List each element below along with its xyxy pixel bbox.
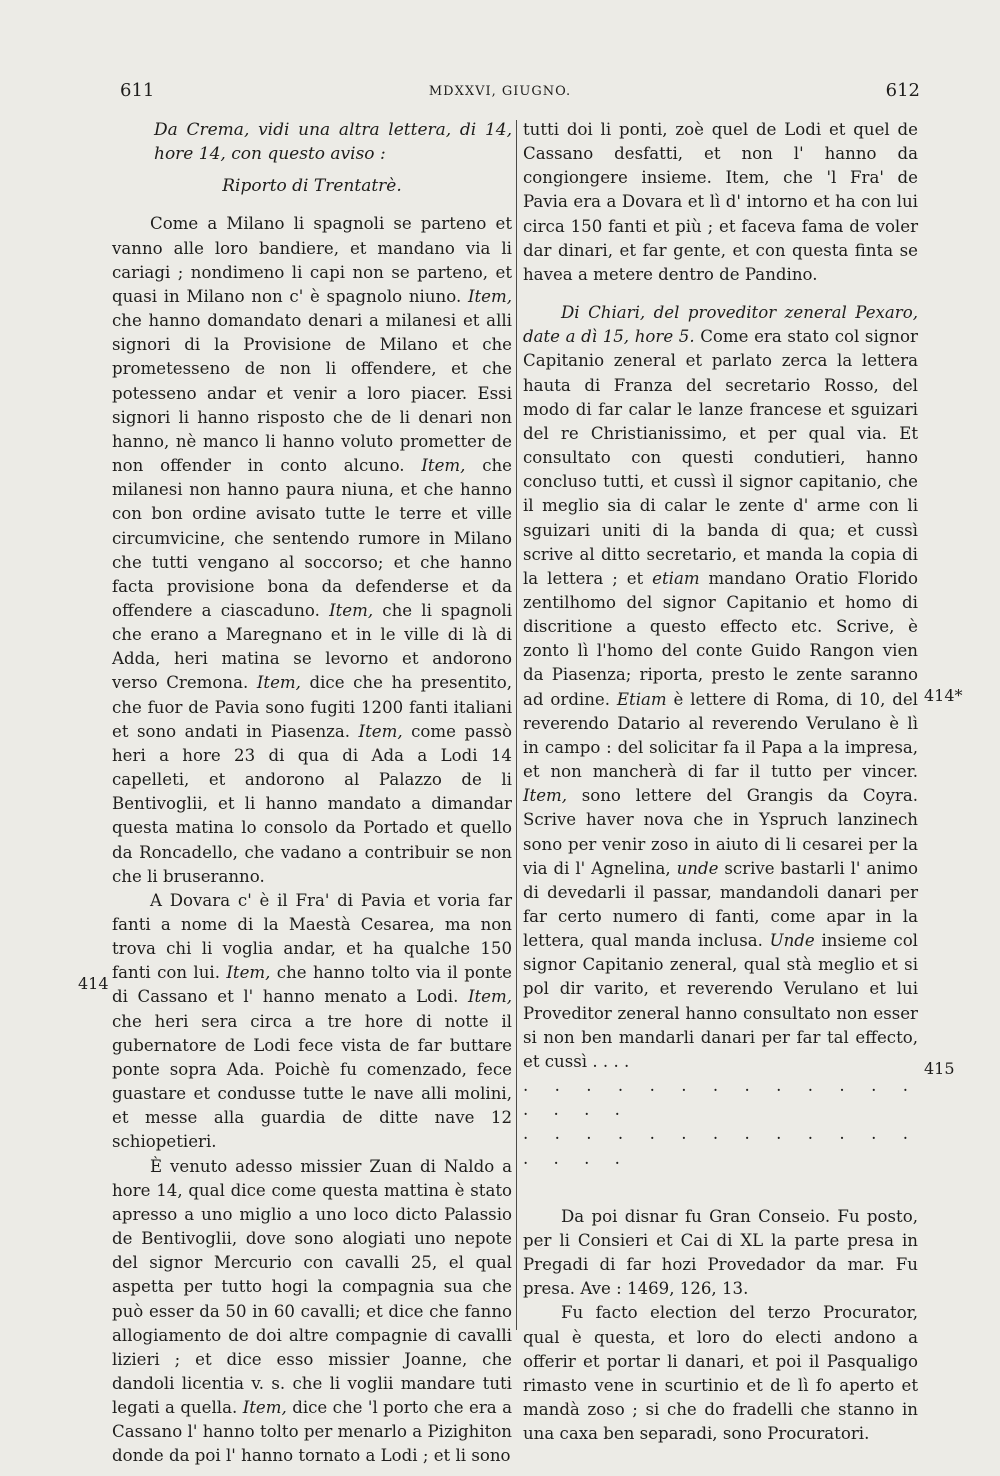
- text-run: che hanno domandato denari a milanesi et alli signori di la Provisione de Milano et che prometesseno de non li offendere, et che potesseno andar et venir a loro piacer. Essi signori li hanno risposto che de li denari non hanno, nè manco li hanno voluto prometter de non offender in conto alcuno.: [112, 311, 512, 476]
- text-run: sono lettere del Grangis da Coyra. Scrive haver nova che in Yspruch lanzinech sono per venir zoso in aiuto di li cesarei per la via di l' Agnelina,: [523, 786, 918, 878]
- ellipsis-line: . . . . . . . . . . . . . . . . .: [523, 1076, 918, 1120]
- italic-run: Di Chiari, del proveditor zeneral Pexaro, date a dì 15, hore 5.: [523, 303, 918, 347]
- left-column: [112, 118, 512, 1469]
- left-page-number: 611: [120, 80, 155, 101]
- margin-folio-number: 414: [78, 974, 109, 993]
- text-run: è lettere di Roma, di 10, del reverendo Datario al reverendo Verulano è lì in campo : del solicitar fa il Papa a la impresa, et non mancherà di far il tutto per vincer.: [523, 689, 918, 782]
- page-header: [0, 80, 1000, 110]
- text-run: come passò heri a hore 23 di qua di Ada a Lodi 14 capelleti, et andorono al Palazzo de li Bentivoglii, et li hanno mandato a dimandar questa matina lo consolo da Portado et quello da Roncadello, che vadano a contribuir se non che li bruseranno.: [112, 721, 512, 886]
- text-run: che milanesi non hanno paura niuna, et che hanno con bon ordine avisato tutte le terre et ville circumvicine, che sentendo rumore in Milano che tutti vengano al soccorso; et che hanno facta provisione bona da defenderse et da offendere a ciascaduno.: [112, 456, 512, 620]
- italic-run: unde: [676, 858, 719, 878]
- italic-run: Unde: [769, 931, 815, 951]
- right-column: [523, 118, 918, 1446]
- paragraph: [523, 301, 918, 1074]
- text-run: che hanno tolto via il ponte di Cassano et l' hanno menato a Lodi.: [112, 963, 512, 1007]
- text-run: scrive bastarli l' animo di devedarli il passar, mandandoli danari per far certo numero di fanti, come apar in la lettera, qual manda inclusa.: [523, 858, 918, 951]
- text-run: È venuto adesso missier Zuan di Naldo a hore 14, qual dice come questa mattina è stato apresso a uno miglio a uno loco dicto Palassio de Bentivoglii, dove sono alogiati uno nepote del signor Mercurio con cavalli 25, el qual aspetta per tutto hogi la compagnia sua che può esser da 50 in 60 cavalli; et dice che fanno allogiamento de doi altre compagnie di cavalli lizieri ; et dice esso missier Joanne, che dandoli licentia v. s. che li voglii mandare tuti legati a quella.: [112, 1156, 512, 1418]
- paragraph: tutti doi li ponti, zoè quel de Lodi et quel de Cassano desfatti, et non l' hanno da congiongere insieme. Item, che 'l Fra' de Pavia era a Dovara et lì d' intorno et ha con lui circa 150 fanti et più ; et faceva fama de voler dar dinari, et far gente, et con questa finta se havea a metere dentro de Pandino.: [523, 120, 918, 284]
- italic-run: Item,: [467, 286, 512, 306]
- ellipsis-line: . . . . . . . . . . . . . . . . .: [523, 1124, 918, 1168]
- text-run: dice che ha presentito, che fuor de Pavia sono fugiti 1200 fanti italiani et sono andati in Piasenza.: [112, 673, 512, 741]
- column-divider: [516, 120, 517, 1330]
- italic-run: Item,: [242, 1398, 287, 1418]
- text-run: mandano Oratio Florido zentilhomo del signor Capitanio et homo di discritione a questo effecto etc. Scrive, è zonto lì l'homo del conte Guido Rangon vien da Piasenza; riporta, presto le zente saranno ad ordine.: [523, 568, 919, 709]
- italic-run: Item,: [329, 600, 374, 620]
- text-run: che heri sera circa a tre hore di notte il gubernatore de Lodi fece vista de far buttare ponte sopra Ada. Poichè fu comenzado, fece guastare et condusse tutte le nave alli molini, et messe alla guardia de ditte nave 12 schiopetieri.: [112, 1011, 512, 1152]
- section-subhead: Riporto di Trentatrè.: [222, 176, 402, 197]
- italic-run: Item,: [256, 673, 301, 693]
- italic-run: Etiam: [616, 689, 667, 709]
- right-page-number: 612: [885, 80, 920, 101]
- margin-folio-number: 414*: [924, 686, 963, 705]
- text-run: dice che 'l porto che era a Cassano l' hanno tolto per menarlo a Pizighiton donde da poi l' hanno tornato a Lodi ; et li sono: [112, 1398, 512, 1466]
- running-title: MDXXVI, GIUGNO.: [428, 84, 572, 99]
- italic-run: etiam: [652, 568, 700, 588]
- italic-run: Item,: [523, 786, 568, 806]
- italic-run: Item,: [467, 987, 512, 1007]
- paragraph: Fu facto election del terzo Procurator, qual è questa, et loro do electi andono a offerir et portar li danari, et poi il Pasqualigo rimasto vene in scurtinio et de lì fo aperto et mandà zoso ; si che do fradelli che stanno in una caxa ben separadi, sono Procuratori.: [523, 1303, 918, 1444]
- italic-run: Item,: [226, 963, 271, 983]
- italic-run: Item,: [421, 456, 466, 476]
- text-run: Come a Milano li spagnoli se parteno et vanno alle loro bandiere, et mandano via li cariagi ; nondimeno li capi non se parteno, et quasi in Milano non c' è spagnolo niuno.: [112, 214, 512, 306]
- paragraph: Da poi disnar fu Gran Conseio. Fu posto, per li Consieri et Cai di XL la parte presa in Pregadi di far hozi Provedador da mar. Fu presa. Ave : 1469, 126, 13.: [523, 1206, 918, 1299]
- paragraph: [112, 1155, 512, 1469]
- paragraph: [112, 212, 512, 888]
- paragraph: [112, 889, 512, 1155]
- italic-run: Item,: [358, 721, 403, 741]
- text-run: A Dovara c' è il Fra' di Pavia et voria far fanti a nome di la Maestà Cesarea, ma non trova chi li voglia andar, et ha qualche 150 fanti con lui.: [112, 890, 512, 983]
- text-run: Come era stato col signor Capitanio zeneral et parlato zerca la lettera hauta di Franza del secretario Rosso, del modo di far calar le lanze francese et sguizari del re Christianissimo, et per qual via. Et consultato con questi condutieri, hanno concluso tutti, et cussì il signor capitanio, che il meglio sia di calar le zente d' arme con li sguizari uniti di la banda di qua; et cussì scrive al ditto secretario, et manda la copia di la lettera ; et: [523, 327, 918, 588]
- intro-line: Da Crema, vidi una altra lettera, di 14, hore 14, con questo aviso :: [154, 120, 512, 165]
- margin-folio-number: 415: [924, 1059, 955, 1078]
- text-run: che li spagnoli che erano a Maregnano et in le ville di là di Adda, heri matina se levorno et andorono verso Cremona.: [112, 600, 512, 693]
- text-run: insieme col signor Capitanio zeneral, qual stà meglio et si pol dir varito, et reverendo Verulano et lui Proveditor zeneral hanno consultato non esser si non ben mandarli danari per far tal effecto, et cussì . . . .: [523, 931, 918, 1071]
